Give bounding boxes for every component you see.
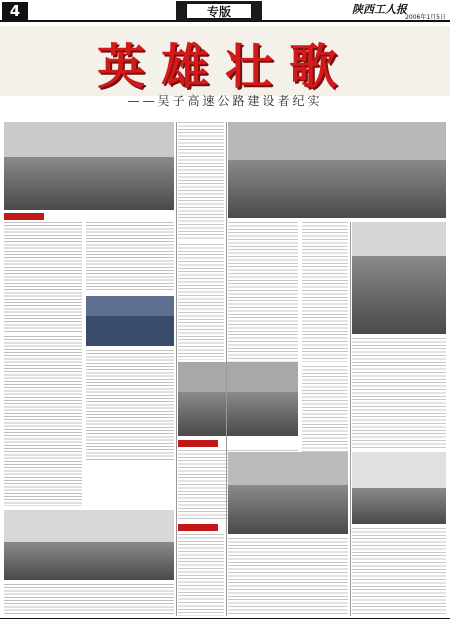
text-column xyxy=(178,122,224,240)
photo-bottom-left-road xyxy=(4,510,174,580)
text-column xyxy=(352,338,446,448)
photo-top-right-meeting xyxy=(228,122,446,218)
column-divider xyxy=(176,122,177,616)
text-column xyxy=(228,222,298,382)
section-banner xyxy=(176,1,262,21)
section-label: 专版 xyxy=(186,3,252,19)
column-divider xyxy=(350,222,351,616)
newspaper-brand: 陕西工人报 xyxy=(352,3,407,16)
headline-title: 英雄壮歌 xyxy=(96,39,353,95)
photo-bottom-right-bridge xyxy=(352,452,446,524)
text-column xyxy=(352,528,446,616)
photo-mid-center-conference xyxy=(178,362,298,436)
text-column xyxy=(4,222,82,332)
text-column xyxy=(302,366,348,456)
page-footer xyxy=(0,618,450,628)
text-column xyxy=(86,222,174,292)
column-divider xyxy=(226,122,227,616)
photo-top-left-group xyxy=(4,122,174,210)
photo-bottom-center-ceremony xyxy=(228,452,348,534)
text-column xyxy=(302,222,348,362)
headline-subtitle: ——吴子高速公路建设者纪实 xyxy=(127,94,323,108)
section-subhead xyxy=(178,440,218,447)
photo-right-worker xyxy=(352,222,446,334)
text-column xyxy=(228,538,348,616)
page-number: 4 xyxy=(2,2,28,20)
text-column xyxy=(178,244,224,360)
text-column xyxy=(86,350,174,460)
section-subhead xyxy=(178,524,218,531)
page-header xyxy=(0,0,450,22)
section-subhead xyxy=(4,213,44,220)
photo-mid-left-board xyxy=(86,296,174,346)
text-column xyxy=(178,534,224,616)
issue-date: 2006年1月5日 xyxy=(405,14,446,21)
text-column xyxy=(4,584,174,616)
text-column xyxy=(4,336,82,506)
